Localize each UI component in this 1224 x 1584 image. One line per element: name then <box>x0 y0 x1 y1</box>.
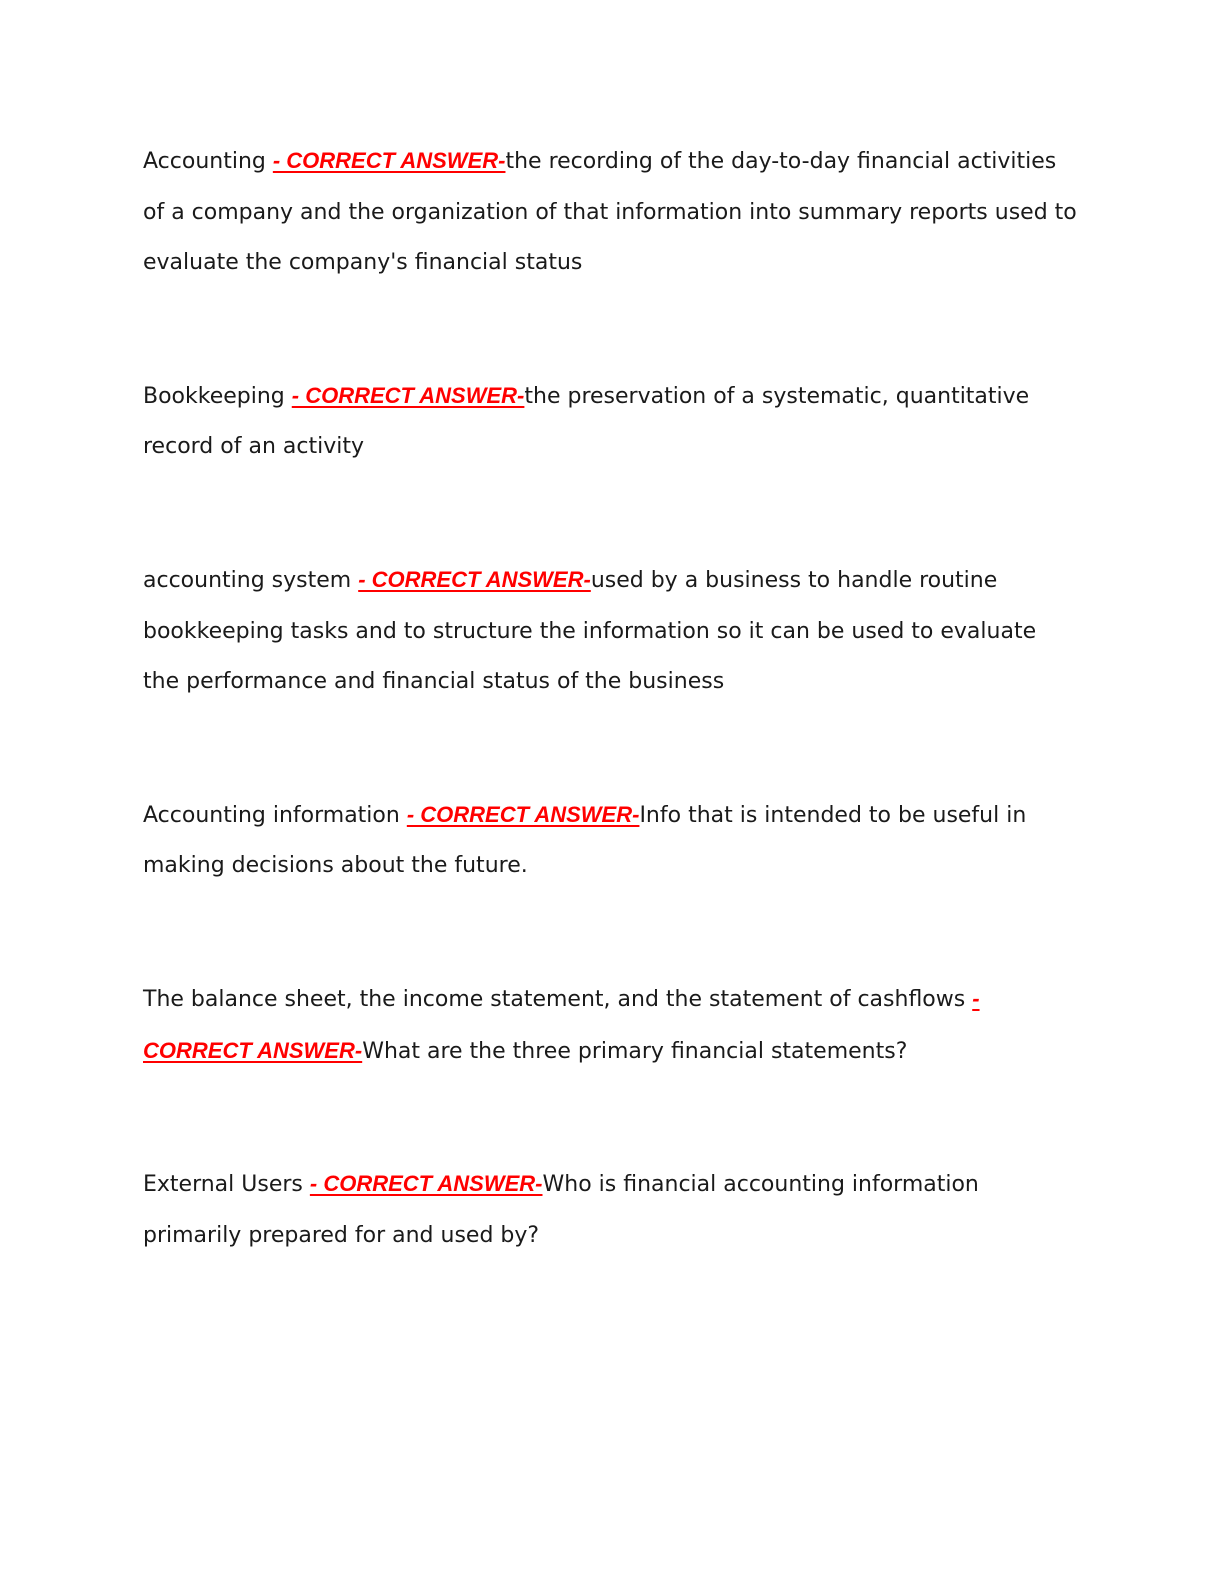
entry-definition: used by a business to handle routine bookkeeping tasks and to structure the information so it can be used to evaluate the performance and financial status of the business <box>143 567 1037 695</box>
entry-term: Accounting <box>143 149 273 174</box>
correct-answer-marker: - CORRECT ANSWER- <box>309 1171 543 1197</box>
correct-answer-marker: - CORRECT ANSWER- <box>406 801 640 827</box>
qa-entry-financial-statements <box>143 974 1078 1077</box>
qa-entry-accounting-system <box>143 555 1078 708</box>
correct-answer-marker: - CORRECT ANSWER- <box>272 148 506 173</box>
correct-answer-marker: - CORRECT ANSWER- <box>291 382 525 408</box>
entry-term: External Users <box>143 1172 310 1198</box>
entry-term: accounting system <box>143 567 359 593</box>
correct-answer-marker: - CORRECT ANSWER- <box>143 985 980 1063</box>
entry-term: The balance sheet, the income statement, and the statement of cashflows <box>143 986 973 1012</box>
entry-definition: Who is financial accounting information primarily prepared for and used by? <box>143 1172 979 1248</box>
qa-entry-accounting-information <box>143 790 1078 892</box>
qa-entry-accounting <box>143 136 1078 289</box>
entry-definition: Info that is intended to be useful in making decisions about the future. <box>143 802 1027 879</box>
qa-entry-bookkeeping <box>143 371 1078 473</box>
correct-answer-marker: - CORRECT ANSWER- <box>358 566 591 592</box>
qa-list <box>143 136 1078 1343</box>
entry-definition: the recording of the day-to-day financial activities of a company and the organization of that information into summary reports used to evaluate the company's financial status <box>143 149 1077 276</box>
qa-entry-external-users <box>143 1159 1078 1261</box>
entry-term: Accounting information <box>143 802 407 828</box>
entry-term: Bookkeeping <box>143 383 292 409</box>
entry-definition: the preservation of a systematic, quantitative record of an activity <box>143 383 1030 460</box>
entry-definition: What are the three primary financial statements? <box>362 1038 908 1064</box>
